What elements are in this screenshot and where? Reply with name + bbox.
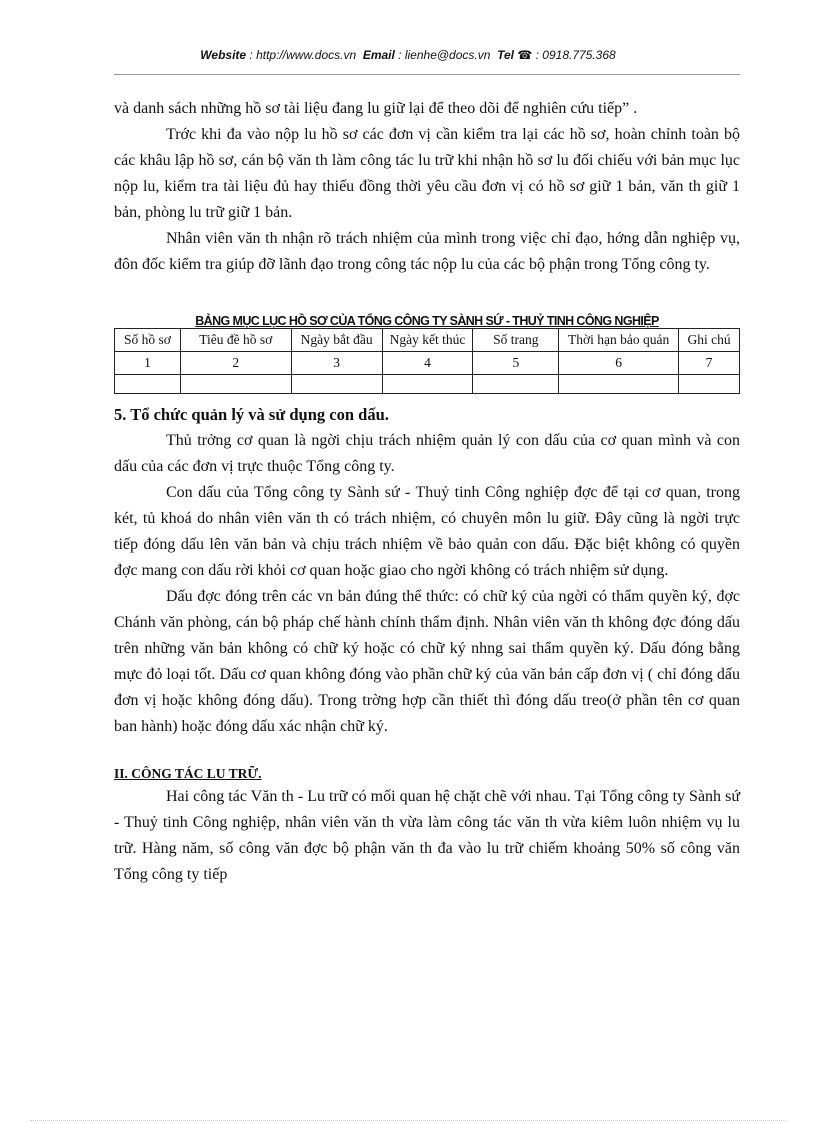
column-number: 3 xyxy=(291,352,382,375)
empty-cell xyxy=(473,375,559,394)
empty-cell xyxy=(679,375,740,394)
paragraph: Con dấu của Tổng công ty Sành sứ - Thuỷ tinh Công nghiệp đợc để tại cơ quan, trong két, tủ khoá do nhân viên văn th có trách nhiệm, có chuyên môn lu giữ. Đây cũng là ngời trực tiếp đóng dấu lên văn bản và chịu trách nhiệm về bảo quản con dấu. Đặc biệt không có quyền đợc mang con dấu rời khỏi cơ quan hoặc giao cho ngời không có trách nhiệm sử dụng. xyxy=(114,484,740,579)
header-cell: Tiêu đề hồ sơ xyxy=(180,329,291,352)
column-number: 2 xyxy=(180,352,291,375)
empty-cell xyxy=(115,375,181,394)
empty-cell xyxy=(382,375,473,394)
column-number: 7 xyxy=(679,352,740,375)
header-cell: Ghi chú xyxy=(679,329,740,352)
email-label: Email xyxy=(362,48,395,62)
page-header xyxy=(0,48,816,62)
header-divider xyxy=(114,74,740,75)
column-number-row xyxy=(115,352,740,375)
paragraph: Nhân viên văn th nhận rõ trách nhiệm của mình trong việc chỉ đạo, hớng dẫn nghiệp vụ, đôn đốc kiểm tra giúp đỡ lãnh đạo trong công tác nộp lu của các bộ phận trong Tổng công ty. xyxy=(114,230,740,273)
website-label: Website xyxy=(200,48,247,62)
website-url[interactable]: : http://www.docs.vn xyxy=(249,48,357,62)
column-number: 5 xyxy=(473,352,559,375)
records-index-table xyxy=(114,328,740,394)
empty-table-row xyxy=(115,375,740,394)
header-cell: Ngày bắt đầu xyxy=(291,329,382,352)
paragraph-continuation: và danh sách những hồ sơ tài liệu đang lu giữ lại để theo dõi để nghiên cứu tiếp” . xyxy=(114,100,638,117)
section-ii-heading: II. CÔNG TÁC LU TRỮ. xyxy=(114,766,262,781)
empty-cell xyxy=(180,375,291,394)
column-number: 4 xyxy=(382,352,473,375)
phone-icon: ☎ xyxy=(517,48,533,62)
header-cell: Số hồ sơ xyxy=(115,329,181,352)
tel-number: : 0918.775.368 xyxy=(535,48,616,62)
empty-cell xyxy=(291,375,382,394)
header-cell: Ngày kết thúc xyxy=(382,329,473,352)
header-cell: Số trang xyxy=(473,329,559,352)
empty-cell xyxy=(559,375,679,394)
paragraph: Dấu đợc đóng trên các vn bản đúng thể thức: có chữ ký của ngời có thẩm quyền ký, đợc Chánh văn phòng, cán bộ pháp chế hành chính thẩm định. Nhân viên văn th không đợc đóng dấu trên những văn bản không có chữ ký hoặc có chữ ký nhng sai thẩm quyền ký. Dấu đóng bằng mực đỏ loại tốt. Dấu cơ quan không đóng vào phần chữ ký của văn bản cấp đơn vị ( chỉ đóng dấu đơn vị hoặc không đóng dấu). Trong trờng hợp cần thiết thì đóng dấu treo(ở phần tên cơ quan ban hành) hoặc đóng dấu xác nhận chữ ký. xyxy=(114,588,740,735)
paragraph: Thủ trởng cơ quan là ngời chịu trách nhiệm quản lý con dấu của cơ quan mình và con dấu của các đơn vị trực thuộc Tổng công ty. xyxy=(114,432,740,475)
document-body xyxy=(114,96,740,888)
tel-label: Tel xyxy=(497,48,514,62)
column-number: 6 xyxy=(559,352,679,375)
paragraph: Hai công tác Văn th - Lu trữ có mối quan hệ chặt chẽ với nhau. Tại Tổng công ty Sành sứ - Thuỷ tinh Công nghiệp, nhân viên văn th vừa làm công tác văn th vừa kiêm luôn nhiệm vụ lu trữ. Hàng năm, số công văn đợc bộ phận văn th đa vào lu trữ chiếm khoảng 50% số công văn Tổng công ty tiếp xyxy=(114,788,740,883)
column-number: 1 xyxy=(115,352,181,375)
footer-divider xyxy=(30,1120,786,1121)
email-address[interactable]: : lienhe@docs.vn xyxy=(398,48,491,62)
table-title: BẢNG MỤC LỤC HỒ SƠ CỦA TỔNG CÔNG TY SÀNH SỨ - THUỶ TINH CÔNG NGHIỆP xyxy=(195,314,659,328)
header-cell: Thời hạn bảo quản xyxy=(559,329,679,352)
table-header-row xyxy=(115,329,740,352)
section-5-heading: 5. Tổ chức quản lý và sử dụng con dấu. xyxy=(114,405,389,424)
paragraph: Trớc khi đa vào nộp lu hồ sơ các đơn vị cần kiểm tra lại các hồ sơ, hoàn chỉnh toàn bộ các khâu lập hồ sơ, cán bộ văn th làm công tác lu trữ khi nhận hồ sơ lu đối chiếu với bản mục lục nộp lu, kiểm tra tài liệu đủ hay thiếu đồng thời yêu cầu đơn vị có hồ sơ giữ 1 bản, văn th giữ 1 bản, phòng lu trữ giữ 1 bản. xyxy=(114,126,740,221)
